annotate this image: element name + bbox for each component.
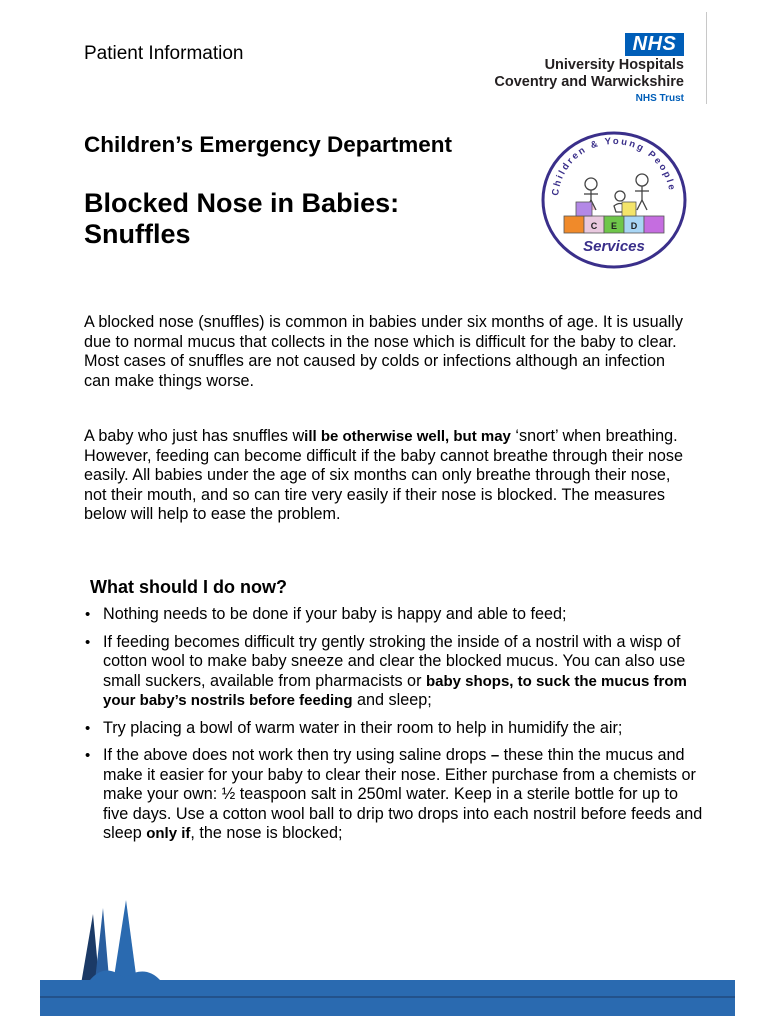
list-item — [84, 719, 704, 739]
org-trust: NHS Trust — [635, 93, 684, 104]
bullet-text: Try placing a bowl of warm water in their room to help in humidify the air; — [103, 718, 623, 737]
page-title-line1: Blocked Nose in Babies: — [84, 188, 400, 218]
ced-services-badge — [540, 130, 688, 275]
bullet-text-dash: – — [490, 747, 500, 764]
footer-banner — [0, 900, 768, 1029]
list-item — [84, 633, 704, 711]
badge-services-text: Services — [583, 238, 645, 255]
footer-band — [40, 990, 735, 1016]
bullet-text: If the above does not work then try using saline drops — [103, 746, 491, 764]
footer-band-line — [40, 996, 735, 998]
list-item — [84, 605, 704, 625]
symptoms-text-b: ‘snort’ when breathing. However, feeding can become difficult if the baby cannot breathe through their nose easily. All babies under the age of six months can only breathe through their nose, not their mouth, and so can tire very easily if their nose is blocked. The measures below will help to ease the problem. — [84, 427, 684, 524]
badge-arc-text: Children & Young People — [550, 135, 678, 197]
page-title — [84, 188, 504, 250]
bullet-text-bold: baby shops, to suck the mucus from your baby’s nostrils before feeding — [103, 672, 687, 709]
badge-letter-c: C — [590, 221, 598, 231]
bullet-text: , the nose is blocked; — [190, 824, 343, 842]
intro-paragraph: A blocked nose (snuffles) is common in babies under six months of age. It is usually due to normal mucus that collects in the nose which is difficult for the baby to clear. Most cases of snuffles are not caused by colds or infections although an infection can make things worse. — [84, 313, 683, 390]
patient-information-label: Patient Information — [84, 43, 244, 64]
org-name-line2: Coventry and Warwickshire — [494, 74, 684, 90]
list-item — [84, 746, 704, 844]
bullet-text: Nothing needs to be done if your baby is happy and able to feed; — [103, 605, 567, 623]
bullet-text: these thin the mucus and make it easier for your baby to clear their nose. Either purchase from a chemists or make your own: ½ teaspoon salt in 250ml water. Keep in a sterile bottle for up to five days. Use a cotton wool ball to drip two drops into each nostril before feeds and sleep — [103, 746, 703, 842]
symptoms-text-a: A baby who just has snuffles w — [84, 427, 305, 445]
section-heading: What should I do now? — [90, 577, 287, 597]
org-name-line1: University Hospitals — [544, 57, 684, 73]
page-title-line2: Snuffles — [84, 219, 191, 249]
bullet-text: and sleep; — [352, 691, 432, 709]
badge-letter-d: D — [630, 221, 638, 231]
department-title: Children’s Emergency Department — [84, 132, 453, 157]
symptoms-paragraph — [84, 427, 692, 525]
bullet-text-bold: only if — [146, 825, 191, 842]
bullet-text: If feeding becomes difficult try gently stroking the inside of a nostril with a wisp of cotton wool to make baby sneeze and clear the blocked mucus. You can also use small suckers, available from pharmacists or — [103, 632, 686, 690]
badge-letter-e: E — [610, 221, 618, 231]
header-divider — [706, 12, 707, 104]
symptoms-text-bold: ill be otherwise well, but may — [304, 428, 511, 445]
advice-list — [84, 605, 704, 852]
nhs-logo: NHS — [625, 33, 684, 56]
